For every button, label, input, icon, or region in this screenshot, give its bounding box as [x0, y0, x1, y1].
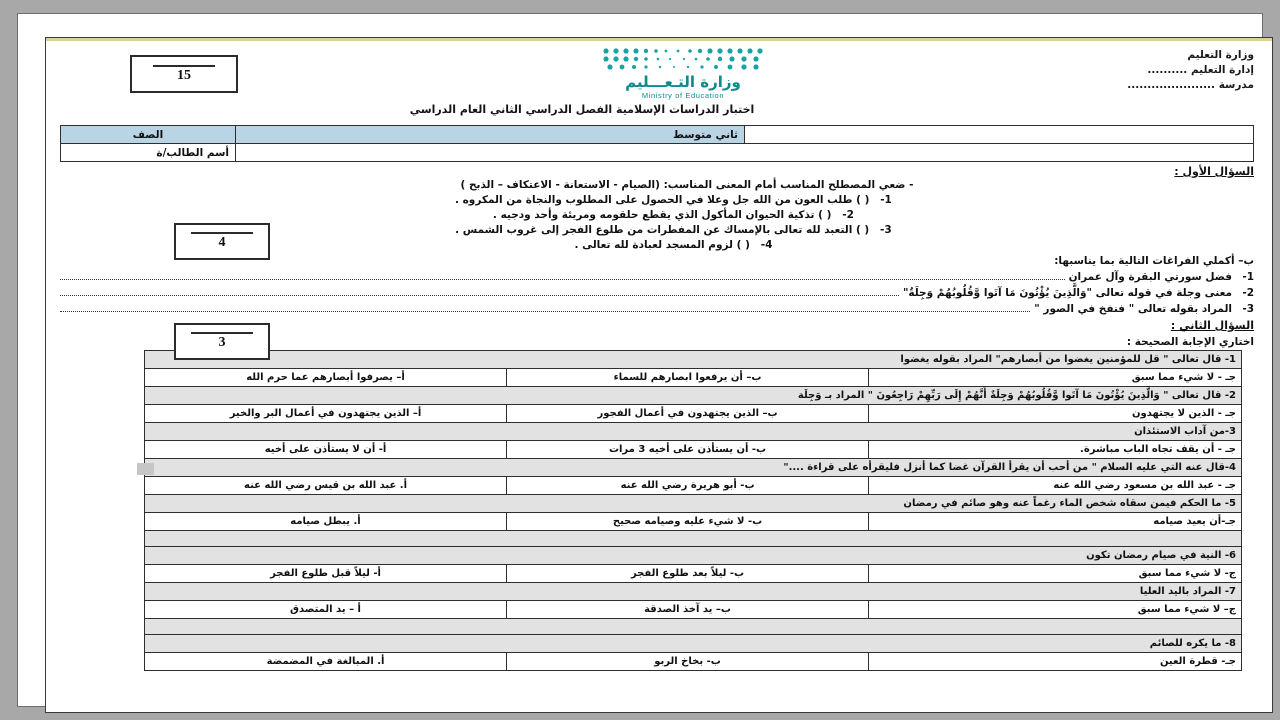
part-b-item: [60, 271, 1254, 283]
fraction-bar: [153, 65, 215, 67]
part-b-title: ب– أكملي الفراغات التالية بما يناسبها:: [1054, 255, 1254, 267]
part-b-item: [60, 287, 1254, 299]
score-value: 3: [218, 335, 226, 350]
item-number: 3-: [880, 224, 892, 236]
student-info-table: [60, 125, 1254, 162]
mcq-question-row: [145, 387, 1242, 405]
question-one-item: [60, 194, 1254, 206]
mcq-option-b[interactable]: ب- أن يستأذن على أخيه 3 مرات: [507, 441, 869, 459]
item-number: 3-: [1242, 303, 1254, 315]
fraction-bar: [191, 332, 253, 334]
mcq-option-c[interactable]: جـ- قطرة العين: [869, 653, 1242, 671]
document-header: [60, 45, 1254, 123]
mcq-option-b[interactable]: ب- لا شيء عليه وصيامه صحيح: [507, 513, 869, 531]
answer-blank[interactable]: ( ): [818, 209, 832, 221]
page-shadow-frame: [17, 13, 1263, 707]
mcq-option-c[interactable]: جـ - عبد الله بن مسعود رضي الله عنه: [869, 477, 1242, 495]
item-text: فضل سورتي البقرة وآل عمران: [1068, 271, 1232, 283]
item-number: 1-: [1242, 271, 1254, 283]
mcq-option-row: [145, 369, 1242, 387]
answer-blank[interactable]: ( ): [856, 194, 870, 206]
ministry-line-3: مدرسة ......................: [1127, 79, 1254, 91]
exam-page: [45, 37, 1273, 713]
answer-blank[interactable]: ( ): [855, 224, 870, 236]
mcq-question-row: [145, 423, 1242, 441]
item-number: 4-: [760, 239, 773, 251]
ministry-header-text: [1127, 48, 1254, 93]
question-one-title: السؤال الأول :: [1174, 165, 1254, 178]
mcq-question-row: [145, 459, 1242, 477]
table-row: [61, 126, 1254, 144]
mcq-option-a[interactable]: أ. عبد الله بن قيس رضي الله عنه: [145, 477, 507, 495]
table-row: [61, 144, 1254, 162]
mcq-question-row: [145, 547, 1242, 565]
mcq-option-row: [145, 653, 1242, 671]
mcq-option-c[interactable]: جـ - لا شيء مما سبق: [869, 369, 1242, 387]
mcq-option-row: [145, 405, 1242, 423]
mcq-option-row: [145, 601, 1242, 619]
ministry-line-2: إدارة التعليم ..........: [1147, 64, 1254, 76]
mcq-option-row: [145, 441, 1242, 459]
mcq-spacer-row: [145, 531, 1242, 547]
score-value: 4: [218, 235, 226, 250]
mcq-option-row: [145, 477, 1242, 495]
logo-english-text: Ministry of Education: [641, 91, 725, 100]
score-box-q2[interactable]: [174, 323, 270, 360]
mcq-option-a[interactable]: أ- أن لا يستأذن على أخيه: [145, 441, 507, 459]
mcq-option-a[interactable]: أ. المبالغة في المضمضة: [145, 653, 507, 671]
mcq-question-row: [145, 351, 1242, 369]
mcq-option-c[interactable]: جـ - الذين لا يجتهدون: [869, 405, 1242, 423]
ministry-line-1: وزارة التعليم: [1187, 49, 1254, 61]
student-name-label: أسم الطالب/ة: [61, 144, 236, 162]
mcq-stem: 7- المراد باليد العليا: [145, 583, 1242, 601]
mcq-option-b[interactable]: ب- بخاخ الربو: [507, 653, 869, 671]
item-text: معنى وجلة في قوله تعالى "وَالَّذِينَ يُؤْتُونَ مَا آتَوا وَّقُلُوبُهُمْ وَجِلَةٌ": [902, 287, 1232, 299]
mcq-spacer-cell: [145, 619, 1242, 635]
page-content: [46, 41, 1272, 712]
exam-title: اختبار الدراسات الإسلامية الفصل الدراسي الثاني العام الدراسي: [409, 103, 755, 116]
mcq-option-a[interactable]: أ- ليلاً قبل طلوع الفجر: [145, 565, 507, 583]
question-two-title: السؤال الثاني :: [1170, 319, 1254, 332]
mcq-option-a[interactable]: أ– يصرفوا أبصارهم عما حرم الله: [145, 369, 507, 387]
grade-value: ثاني متوسط: [236, 126, 745, 144]
mcq-stem: 5- ما الحكم فيمن سقاه شخص الماء رغماً عنه وهو صائم في رمضان: [145, 495, 1242, 513]
score-value: 15: [177, 67, 191, 83]
mcq-question-row: [145, 635, 1242, 653]
item-text: لزوم المسجد لعبادة لله تعالى .: [574, 239, 733, 251]
answer-line[interactable]: [60, 295, 899, 296]
mcq-option-a[interactable]: أ. يبطل صيامه: [145, 513, 507, 531]
item-text: طلب العون من الله جل وعلا في الحصول على المطلوب والنجاة من المكروه .: [454, 194, 853, 206]
mcq-stem: 3-من آداب الاستئذان: [145, 423, 1242, 441]
score-box-total[interactable]: [130, 55, 238, 93]
mcq-option-row: [145, 513, 1242, 531]
page-margin-marker: [137, 463, 154, 475]
mcq-stem: 6- النية في صيام رمضان تكون: [145, 547, 1242, 565]
logo-dot-pattern-icon: [600, 47, 766, 73]
question-two-instruction: اختاري الإجابة الصحيحة :: [1126, 336, 1254, 348]
mcq-option-c[interactable]: ج- لا شيء مما سبق: [869, 565, 1242, 583]
item-number: 2-: [842, 209, 854, 221]
score-box-q1[interactable]: [174, 223, 270, 260]
mcq-table: [144, 350, 1242, 671]
mcq-stem: 2- قال تعالى " وَالَّذِينَ يُؤْتُونَ مَا آتَوا وَّقُلُوبُهُمْ وَجِلَةٌ أَنَّهُمْ إِلَى رَبِّهِمْ رَاجِعُونَ " المراد بـ وَجِلَة: [145, 387, 1242, 405]
mcq-option-a[interactable]: أ – يد المتصدق: [145, 601, 507, 619]
question-one-instruction: - ضعي المصطلح المناسب أمام المعنى المناسب: (الصيام - الاستعانة - الاعتكاف – الذبح ): [460, 179, 914, 191]
mcq-option-c[interactable]: ج– لا شيء مما سبق: [869, 601, 1242, 619]
mcq-option-c[interactable]: جـ - أن يقف تجاه الباب مباشرة.: [869, 441, 1242, 459]
item-text: تذكية الحيوان المأكول الذي يقطع حلقومه ومريئة وأحد ودجيه .: [492, 209, 815, 221]
score-fraction: [153, 65, 215, 84]
question-one-item: [60, 209, 1254, 221]
grade-label: الصف: [61, 126, 236, 144]
part-b-item: [60, 303, 1254, 315]
grade-row-blank: [745, 126, 1254, 144]
mcq-question-row: [145, 495, 1242, 513]
item-number: 2-: [1242, 287, 1254, 299]
mcq-question-row: [145, 583, 1242, 601]
mcq-option-b[interactable]: ب– الذين يجتهدون في أعمال الفجور: [507, 405, 869, 423]
mcq-option-b[interactable]: ب– أن يرفعوا ابصارهم للسماء: [507, 369, 869, 387]
score-fraction: [191, 232, 253, 251]
answer-line[interactable]: [60, 279, 1065, 280]
mcq-option-a[interactable]: أ– الذين يجتهدون في أعمال البر والخير: [145, 405, 507, 423]
mcq-option-c[interactable]: جـ-أن يعيد صيامه: [869, 513, 1242, 531]
item-text: التعبد لله تعالى بالإمساك عن المفطرات من طلوع الفجر إلى غروب الشمس .: [455, 224, 853, 236]
student-name-field[interactable]: [236, 144, 1254, 162]
answer-blank[interactable]: ( ): [736, 239, 750, 251]
item-number: 1-: [880, 194, 892, 206]
fraction-bar: [191, 232, 253, 234]
mcq-option-b[interactable]: ب- أبو هريرة رضي الله عنه: [507, 477, 869, 495]
ministry-of-education-logo: [596, 47, 770, 100]
mcq-spacer-row: [145, 619, 1242, 635]
mcq-option-b[interactable]: ب– يد آخذ الصدقة: [507, 601, 869, 619]
mcq-option-row: [145, 565, 1242, 583]
mcq-stem: 1- قال تعالى " قل للمؤمنين يغضوا من أبصارهم" المراد بقوله يغضوا: [145, 351, 1242, 369]
item-text: المراد بقوله تعالى " فنفخ في الصور ": [1034, 303, 1232, 315]
answer-line[interactable]: [60, 311, 1030, 312]
logo-arabic-text: وزارة التـعـــليم: [625, 73, 741, 91]
mcq-stem: 4-قال عنه التي عليه السلام " من أحب أن يقرأ القرآن غضا كما أنزل فليقرأه على قراءة ....": [145, 459, 1242, 477]
mcq-spacer-cell: [145, 531, 1242, 547]
score-fraction: [191, 332, 253, 351]
mcq-option-b[interactable]: ب- ليلاً بعد طلوع الفجر: [507, 565, 869, 583]
mcq-stem: 8- ما يكره للصائم: [145, 635, 1242, 653]
mcq-table-wrapper: [60, 350, 1254, 671]
